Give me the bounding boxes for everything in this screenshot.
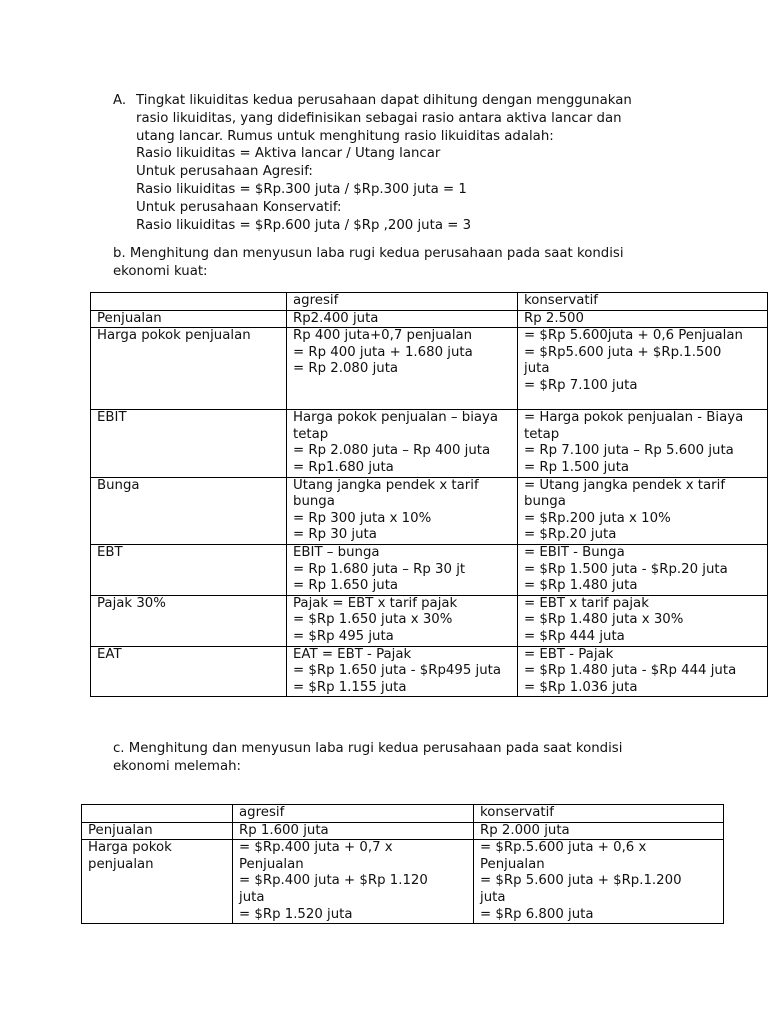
- row-label: Harga pokok penjualan: [91, 328, 287, 410]
- cell-line: = Rp1.680 juta: [293, 459, 394, 475]
- cell-konservatif: [518, 410, 768, 477]
- cell-line: tetap: [293, 426, 329, 442]
- table-row: [91, 646, 768, 697]
- cell-line: = Rp 2.080 juta – Rp 400 juta: [293, 443, 491, 459]
- cell-line: = $Rp 1.036 juta: [524, 679, 638, 695]
- cell-line: = $Rp 1.650 juta x 30%: [293, 612, 453, 628]
- cell-line: Rp 2.000 juta: [480, 822, 570, 838]
- row-label: Bunga: [91, 477, 287, 544]
- cell-agresif: [287, 646, 518, 697]
- row-label: [82, 840, 233, 924]
- section-a-line: rasio likuiditas, yang didefinisikan sebagai rasio antara aktiva lancar dan: [136, 110, 622, 126]
- list-marker-a: A.: [113, 93, 127, 108]
- cell-line: = $Rp 495 juta: [293, 628, 394, 644]
- cell-konservatif: [518, 477, 768, 544]
- section-c-heading: [113, 740, 673, 776]
- cell-line: = $Rp 1.650 juta - $Rp495 juta: [293, 663, 501, 679]
- income-table-weak-economy: [81, 804, 724, 924]
- section-a-line: Untuk perusahaan Agresif:: [136, 164, 313, 180]
- row-label-line: Harga pokok: [88, 840, 172, 856]
- section-b-line: b. Menghitung dan menyusun laba rugi kedua perusahaan pada saat kondisi: [113, 246, 624, 261]
- cell-agresif: [287, 310, 518, 328]
- section-a-line: Rasio likuiditas = $Rp.600 juta / $Rp ,200 juta = 3: [136, 217, 472, 233]
- table-row: [91, 595, 768, 646]
- cell-konservatif: [474, 822, 724, 840]
- section-b-line: ekonomi kuat:: [113, 264, 208, 279]
- cell-line: = $Rp 1.155 juta: [293, 679, 407, 695]
- header-cell: agresif: [233, 805, 474, 823]
- section-c-line: ekonomi melemah:: [113, 759, 241, 774]
- cell-line: = $Rp 7.100 juta: [524, 377, 638, 393]
- header-cell: [82, 805, 233, 823]
- cell-line: Utang jangka pendek x tarif: [293, 477, 479, 493]
- table-header-row: [91, 293, 768, 311]
- cell-line: = $Rp.200 juta x 10%: [524, 510, 671, 526]
- table-row: [91, 310, 768, 328]
- cell-agresif: [233, 822, 474, 840]
- cell-line: Rp 1.600 juta: [239, 822, 329, 838]
- cell-line: = Rp 30 juta: [293, 527, 377, 543]
- cell-line: = $Rp 5.600 juta + $Rp.1.200: [480, 873, 682, 889]
- cell-konservatif: [518, 595, 768, 646]
- cell-line: = Rp 1.500 juta: [524, 459, 630, 475]
- cell-konservatif: [518, 310, 768, 328]
- cell-line: = Rp 1.650 juta: [293, 578, 399, 594]
- section-a-text: [136, 92, 713, 234]
- cell-line: = $Rp.20 juta: [524, 527, 617, 543]
- section-a-line: Tingkat likuiditas kedua perusahaan dapat dihitung dengan menggunakan: [136, 93, 632, 108]
- cell-konservatif: [518, 328, 768, 410]
- cell-agresif: [233, 840, 474, 924]
- row-label: Penjualan: [82, 822, 233, 840]
- row-label: Penjualan: [91, 310, 287, 328]
- cell-line: = $Rp.400 juta + 0,7 x: [239, 840, 393, 856]
- cell-line: bunga: [524, 494, 566, 510]
- row-label: EAT: [91, 646, 287, 697]
- cell-line: Penjualan: [480, 856, 545, 872]
- header-cell: konservatif: [518, 293, 768, 311]
- cell-line: Harga pokok penjualan – biaya: [293, 410, 499, 426]
- cell-line: = $Rp5.600 juta + $Rp.1.500: [524, 344, 722, 360]
- table-header-row: [82, 805, 724, 823]
- section-a: [113, 92, 713, 234]
- cell-line: juta: [239, 889, 265, 905]
- cell-line: Rp2.400 juta: [293, 310, 379, 326]
- table-row: [91, 328, 768, 410]
- cell-line: = $Rp 1.480 juta x 30%: [524, 612, 684, 628]
- section-b-heading: [113, 245, 673, 281]
- cell-line: juta: [524, 361, 550, 377]
- table-row: [82, 840, 724, 924]
- cell-line: Penjualan: [239, 856, 304, 872]
- table-row: [91, 544, 768, 595]
- cell-line: Rp 400 juta+0,7 penjualan: [293, 328, 473, 344]
- cell-line: = EBT - Pajak: [524, 646, 614, 662]
- cell-konservatif: [518, 646, 768, 697]
- header-cell: konservatif: [474, 805, 724, 823]
- cell-line: = $Rp 1.520 juta: [239, 906, 353, 922]
- header-cell: [91, 293, 287, 311]
- section-c-line: c. Menghitung dan menyusun laba rugi kedua perusahaan pada saat kondisi: [113, 741, 623, 756]
- cell-line: = Rp 2.080 juta: [293, 361, 399, 377]
- table-row: [91, 410, 768, 477]
- cell-line: = $Rp 1.500 juta - $Rp.20 juta: [524, 561, 728, 577]
- cell-agresif: [287, 544, 518, 595]
- cell-agresif: [287, 477, 518, 544]
- cell-agresif: [287, 595, 518, 646]
- cell-line: EAT = EBT - Pajak: [293, 646, 412, 662]
- table-row: [82, 822, 724, 840]
- cell-line: bunga: [293, 494, 335, 510]
- cell-line: = $Rp 5.600juta + 0,6 Penjualan: [524, 328, 743, 344]
- cell-line: = $Rp 1.480 juta - $Rp 444 juta: [524, 663, 737, 679]
- cell-line: = Rp 300 juta x 10%: [293, 510, 432, 526]
- cell-line: = $Rp.400 juta + $Rp 1.120: [239, 873, 428, 889]
- cell-line: = $Rp.5.600 juta + 0,6 x: [480, 840, 647, 856]
- cell-konservatif: [518, 544, 768, 595]
- cell-line: = Rp 1.680 juta – Rp 30 jt: [293, 561, 466, 577]
- cell-line: = Harga pokok penjualan - Biaya: [524, 410, 744, 426]
- cell-line: = $Rp 444 juta: [524, 628, 625, 644]
- cell-agresif: [287, 410, 518, 477]
- income-table-strong-economy: [90, 292, 768, 697]
- row-label: EBIT: [91, 410, 287, 477]
- header-cell: agresif: [287, 293, 518, 311]
- cell-line: = Rp 400 juta + 1.680 juta: [293, 344, 473, 360]
- table-row: [91, 477, 768, 544]
- cell-line: juta: [480, 889, 506, 905]
- cell-line: = EBIT - Bunga: [524, 544, 625, 560]
- row-label: EBT: [91, 544, 287, 595]
- section-a-line: Untuk perusahaan Konservatif:: [136, 199, 342, 215]
- cell-line: Rp 2.500: [524, 310, 584, 326]
- row-label-line: penjualan: [88, 856, 154, 872]
- cell-line: Pajak = EBT x tarif pajak: [293, 595, 458, 611]
- cell-line: = Rp 7.100 juta – Rp 5.600 juta: [524, 443, 734, 459]
- section-a-line: Rasio likuiditas = Aktiva lancar / Utang lancar: [136, 146, 441, 162]
- cell-line: = $Rp 6.800 juta: [480, 906, 594, 922]
- cell-konservatif: [474, 840, 724, 924]
- cell-line: = Utang jangka pendek x tarif: [524, 477, 726, 493]
- row-label: Pajak 30%: [91, 595, 287, 646]
- cell-agresif: [287, 328, 518, 410]
- cell-line: tetap: [524, 426, 560, 442]
- cell-line: EBIT – bunga: [293, 544, 380, 560]
- cell-line: = $Rp 1.480 juta: [524, 578, 638, 594]
- cell-line: = EBT x tarif pajak: [524, 595, 649, 611]
- section-a-line: Rasio likuiditas = $Rp.300 juta / $Rp.300 juta = 1: [136, 181, 467, 197]
- section-a-line: utang lancar. Rumus untuk menghitung rasio likuiditas adalah:: [136, 128, 554, 144]
